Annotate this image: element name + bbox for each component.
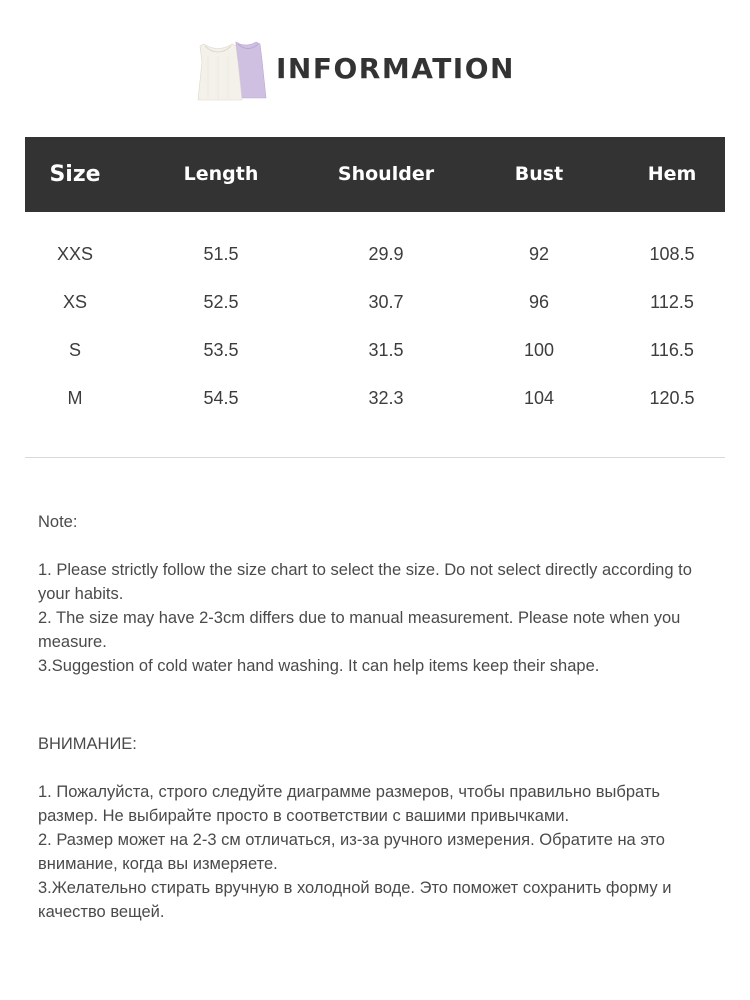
table-cell: 32.3 <box>368 388 404 408</box>
note-line: 3.Желательно стирать вручную в холодной воде. Это поможет сохранить форму и качество вещей. <box>38 879 672 921</box>
product-thumbnail <box>196 38 274 102</box>
table-row <box>0 280 750 328</box>
table-cell: M <box>67 388 83 408</box>
header <box>0 30 750 110</box>
table-cell: 52.5 <box>203 292 239 312</box>
table-cell: 116.5 <box>650 340 694 360</box>
table-cell: XXS <box>56 244 94 264</box>
notes-heading-ru: ВНИМАНИЕ: <box>38 735 137 753</box>
table-cell: 96 <box>528 292 550 312</box>
column-header-hem: Hem <box>647 163 697 185</box>
table-row <box>0 376 750 424</box>
page-title: INFORMATION <box>276 52 515 85</box>
note-line: 1. Пожалуйста, строго следуйте диаграмме размеров, чтобы правильно выбрать размер. Не выбирайте просто в соответствии с вашими привычками. <box>38 783 660 825</box>
section-divider <box>25 457 725 458</box>
column-header-length: Length <box>183 163 259 185</box>
table-cell: 29.9 <box>368 244 404 264</box>
table-cell: 31.5 <box>368 340 404 360</box>
table-cell: 30.7 <box>368 292 404 312</box>
table-cell: 54.5 <box>203 388 239 408</box>
table-cell: 51.5 <box>203 244 239 264</box>
notes-heading-en: Note: <box>38 513 78 531</box>
column-header-size: Size <box>49 162 101 187</box>
column-header-shoulder: Shoulder <box>337 163 435 185</box>
note-line: 2. Размер может на 2-3 см отличаться, из-за ручного измерения. Обратите на это внимание, когда вы измеряете. <box>38 831 665 873</box>
table-cell: XS <box>62 292 88 312</box>
table-row <box>0 328 750 376</box>
table-cell: 53.5 <box>203 340 239 360</box>
note-line: 3.Suggestion of cold water hand washing. It can help items keep their shape. <box>38 657 600 675</box>
table-row <box>0 232 750 280</box>
column-header-bust: Bust <box>514 163 564 185</box>
care-notes <box>38 510 718 924</box>
table-cell: 120.5 <box>649 388 695 408</box>
note-line: 1. Please strictly follow the size chart to select the size. Do not select directly according to your habits. <box>38 561 692 603</box>
table-cell: 108.5 <box>649 244 695 264</box>
table-cell: S <box>68 340 82 360</box>
table-cell: 100 <box>523 340 555 360</box>
table-cell: 104 <box>523 388 555 408</box>
size-table-header <box>25 137 725 212</box>
table-cell: 92 <box>528 244 550 264</box>
note-line: 2. The size may have 2-3cm differs due to manual measurement. Please note when you measure. <box>38 609 681 651</box>
table-cell: 112.5 <box>650 292 694 312</box>
